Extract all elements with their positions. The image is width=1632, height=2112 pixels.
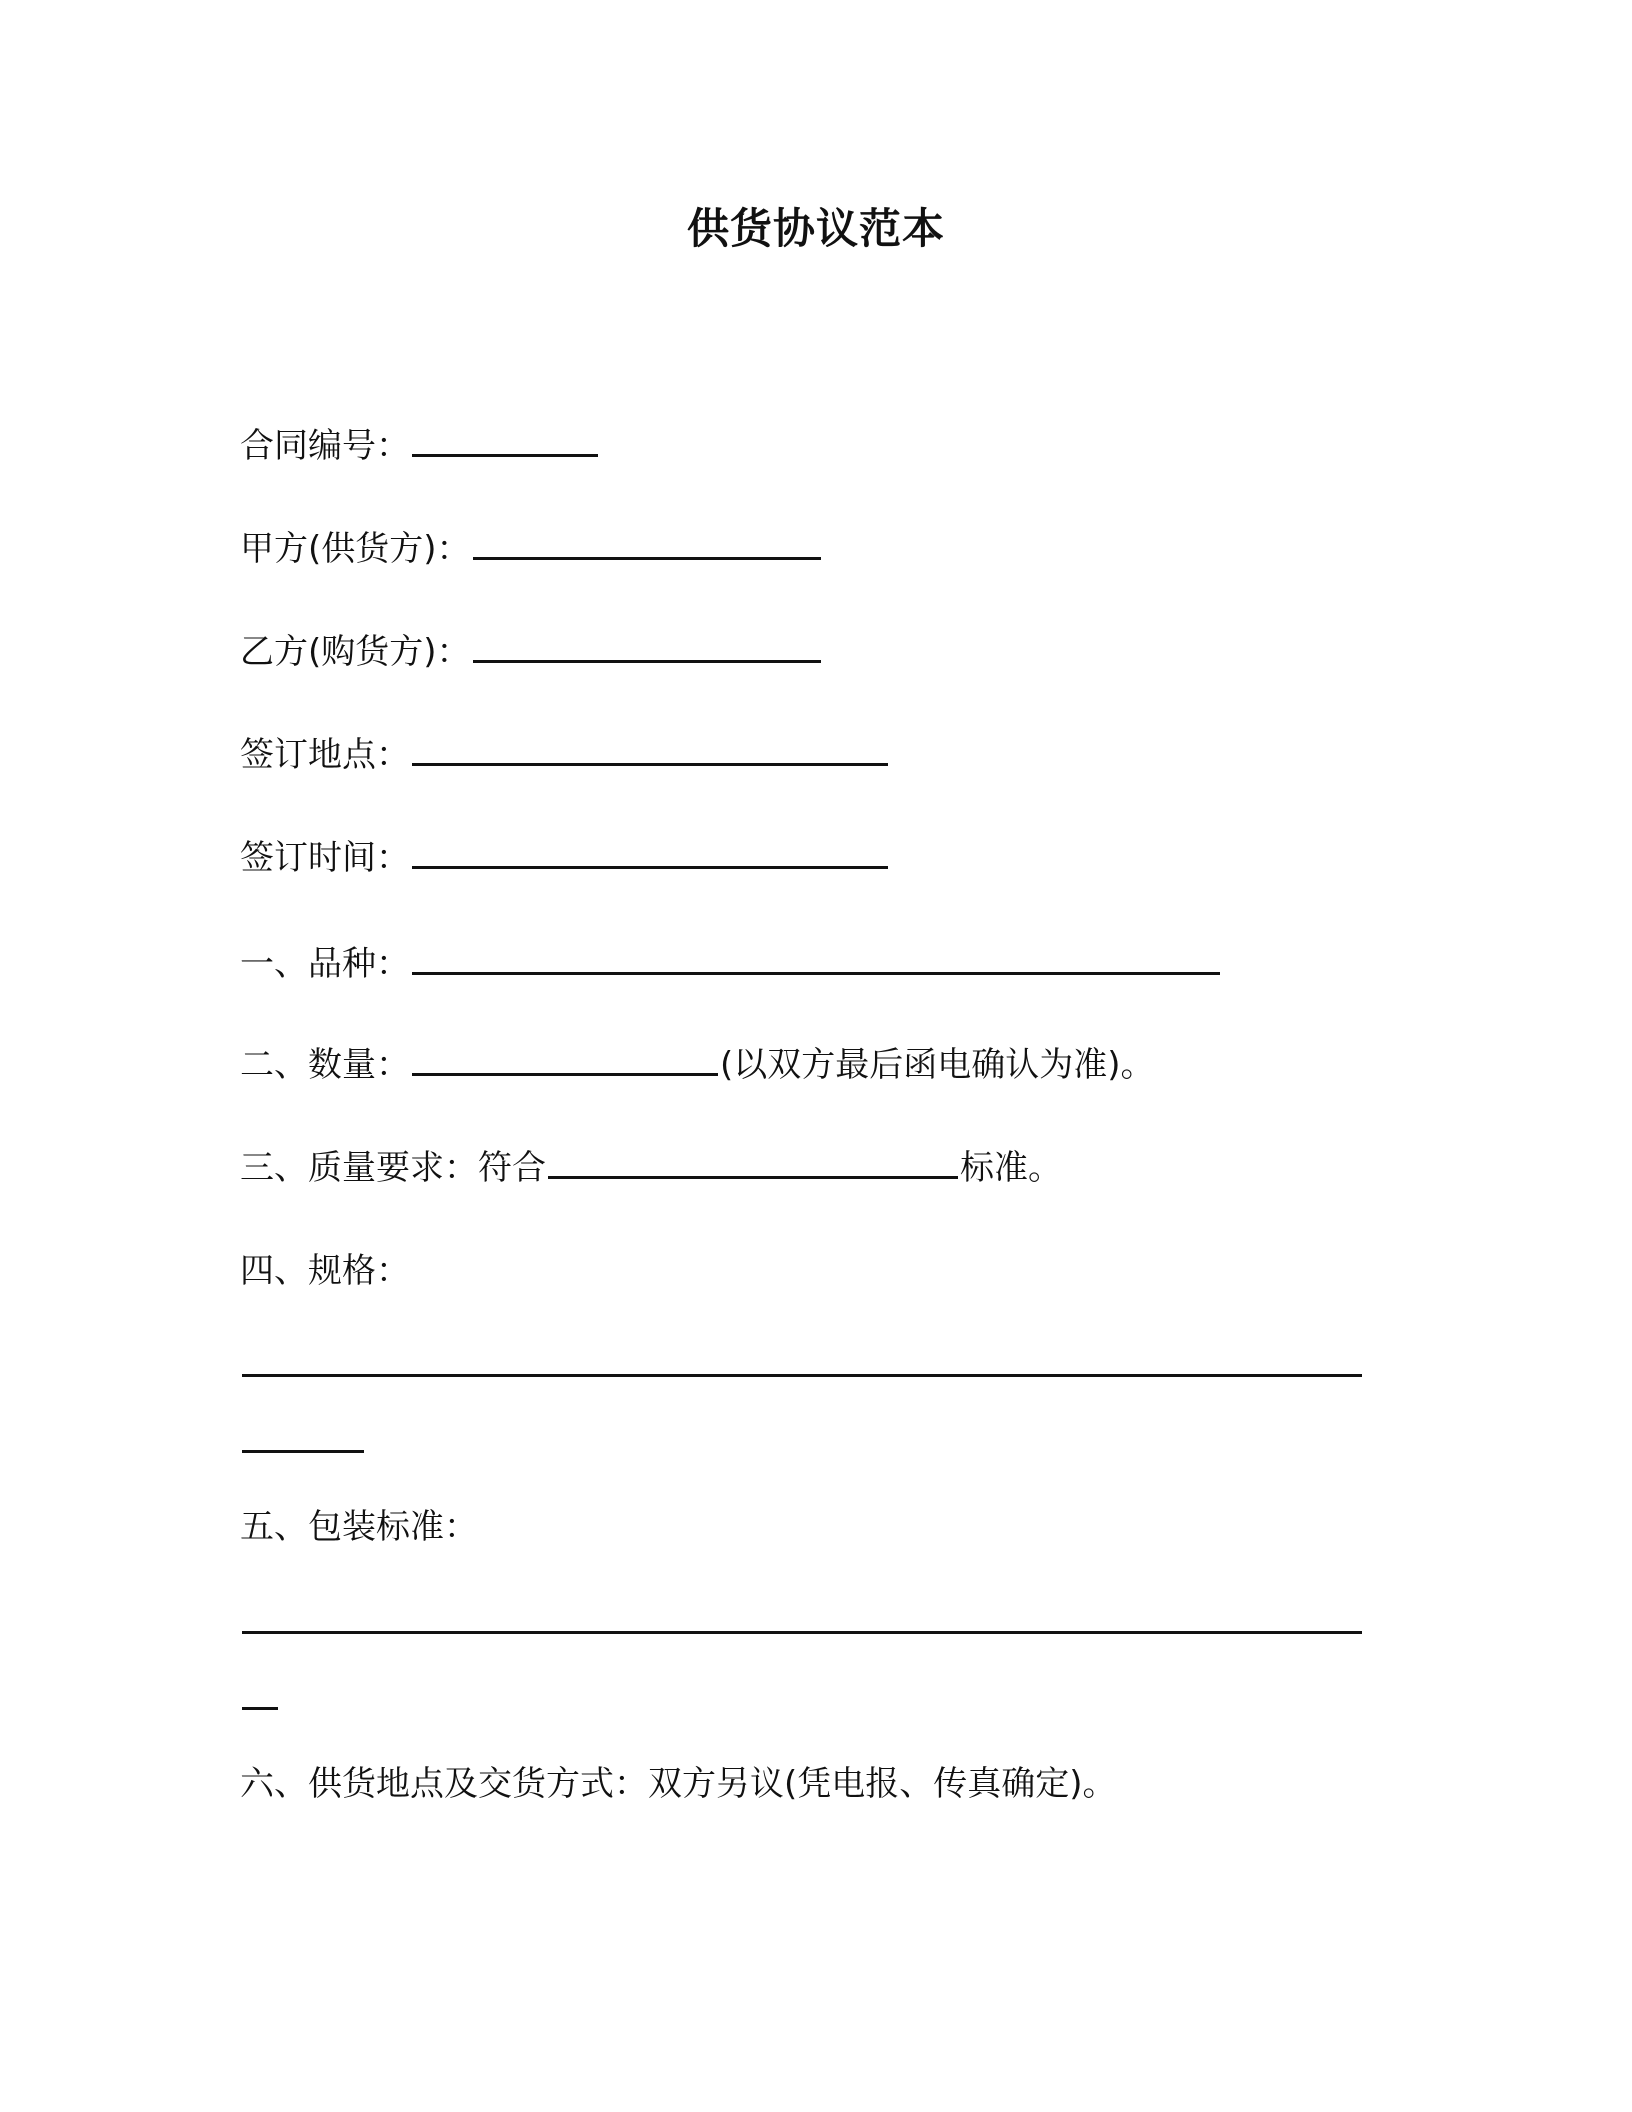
- sign-place-line: [240, 733, 890, 777]
- variety-blank[interactable]: [412, 942, 1220, 975]
- packaging-line: [240, 1505, 478, 1549]
- sign-time-label: 签订时间：: [240, 838, 410, 878]
- spec-blank-row-1[interactable]: [242, 1374, 1362, 1377]
- party-b-blank[interactable]: [473, 630, 821, 663]
- quantity-line: [240, 1043, 1155, 1087]
- contract-number-label: 合同编号：: [240, 426, 410, 466]
- delivery-text: 六、供货地点及交货方式：双方另议(凭电报、传真确定)。: [240, 1764, 1117, 1804]
- party-b-label: 乙方(购货方)：: [240, 632, 471, 672]
- spec-blank-row-2[interactable]: [242, 1450, 364, 1453]
- document-title: 供货协议范本: [686, 204, 945, 253]
- variety-line: [240, 942, 1222, 986]
- delivery-line: [240, 1762, 1117, 1806]
- packaging-label: 五、包装标准：: [240, 1507, 478, 1547]
- party-a-label: 甲方(供货方)：: [240, 529, 471, 569]
- contract-number-line: [240, 424, 600, 468]
- quality-label: 三、质量要求：符合: [240, 1148, 546, 1188]
- spec-label: 四、规格：: [240, 1251, 410, 1291]
- sign-time-line: [240, 836, 890, 880]
- contract-number-blank[interactable]: [412, 424, 598, 457]
- quality-line: [240, 1146, 1062, 1190]
- quantity-note: (以双方最后函电确认为准)。: [720, 1045, 1155, 1085]
- quality-suffix: 标准。: [960, 1148, 1062, 1188]
- packaging-blank-row-2[interactable]: [242, 1707, 278, 1710]
- quantity-blank[interactable]: [412, 1043, 718, 1076]
- party-b-line: [240, 630, 823, 674]
- quality-blank[interactable]: [548, 1146, 958, 1179]
- sign-time-blank[interactable]: [412, 836, 888, 869]
- packaging-blank-row-1[interactable]: [242, 1631, 1362, 1634]
- spec-line: [240, 1249, 410, 1293]
- sign-place-blank[interactable]: [412, 733, 888, 766]
- quantity-label: 二、数量：: [240, 1045, 410, 1085]
- variety-label: 一、品种：: [240, 944, 410, 984]
- party-a-blank[interactable]: [473, 527, 821, 560]
- sign-place-label: 签订地点：: [240, 735, 410, 775]
- party-a-line: [240, 527, 823, 571]
